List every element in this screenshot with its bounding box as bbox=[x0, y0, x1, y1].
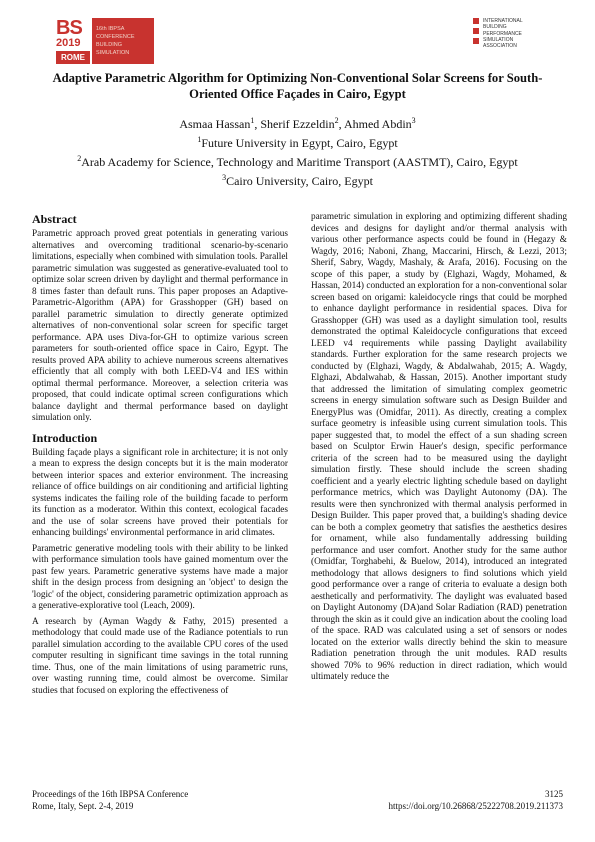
affiliation-sup: 2 bbox=[77, 154, 82, 163]
author-sup: 1 bbox=[250, 116, 255, 125]
doi-link[interactable]: https://doi.org/10.26868/25222708.2019.211373 bbox=[388, 801, 563, 811]
logo-box-line: CONFERENCE bbox=[96, 34, 135, 40]
logo-text-line: PERFORMANCE bbox=[483, 30, 522, 37]
affiliation bbox=[40, 132, 555, 151]
logo-square-icon bbox=[473, 38, 479, 44]
left-column bbox=[32, 212, 288, 701]
abstract-text: Parametric approach proved great potentials in generating various alternatives and overcoming traditional scenario-by-scenario limitations, especially when combined with simulation tools. Parallel parametric simulation was suggested as generative-evaluated tool to optimize solar screen driven by daylight and thermal performance in 8 times faster than default runs. This paper proposes an Adaptive-Parametric-Algorithm (APA) for Grasshopper (GH) based on parallel parametric simulation to directly generate optimized alternatives of non-conventional solar screen for specific target performance. APA uses Diva-for-GH to optimize various screen parameters for south-oriented office space in Cairo, Egypt. The results proved APA ability to achieve numerous screens alternatives efficiently that all comply with both LEED-V4 and IES within optimal thermal performance. Moreover, a selection criteria was proposed, that could indicate optimal screen configurations which balance daylight and thermal performance based on daylight simulation only. bbox=[32, 229, 288, 423]
affiliation-text: Cairo University, Cairo, Egypt bbox=[226, 174, 373, 188]
logo-mark: BS bbox=[56, 17, 82, 39]
logo-box-line: 16th IBPSA bbox=[96, 26, 125, 32]
author-block bbox=[40, 113, 555, 189]
ibpsa-logo bbox=[473, 18, 543, 62]
logo-box-line: BUILDING bbox=[96, 42, 122, 48]
paper-title bbox=[40, 71, 555, 102]
logo-text-line: SIMULATION bbox=[483, 36, 514, 43]
logo-text-line: BUILDING bbox=[483, 24, 507, 31]
logo-box bbox=[92, 18, 154, 64]
abstract-heading: Abstract bbox=[32, 212, 77, 226]
affiliation bbox=[40, 151, 555, 170]
footer-line: Rome, Italy, Sept. 2-4, 2019 bbox=[32, 801, 134, 811]
logo-text-line: ASSOCIATION bbox=[483, 43, 517, 50]
author-sup: 2 bbox=[334, 116, 339, 125]
affiliation-sup: 3 bbox=[222, 173, 227, 182]
logo-square-icon bbox=[473, 28, 479, 34]
footer-proceedings bbox=[32, 788, 188, 812]
affiliation bbox=[40, 170, 555, 189]
author-list: Asmaa Hassan$^1$, Sherif Ezzeldin$^2$, Ahmed Abdin$^3$ bbox=[179, 116, 416, 131]
affiliation-text: Arab Academy for Science, Technology and Maritime Transport (AASTMT), Cairo, Egypt bbox=[81, 155, 518, 169]
title-line: Adaptive Parametric Algorithm for Optimizing Non-Conventional Solar Screens for South- bbox=[52, 71, 543, 85]
body-paragraph: parametric simulation in exploring and optimizing different shading devices and designs for daylight and/or thermal analysis with various other performance aspects could be found in (Hegazy & Wagdy, 2016; Naboni, Zhang, Maccarini, Hirsch, & Lezzi, 2013; Sherif, Sabry, Wagdy, Mashaly, & Arafa, 2016). Focusing on the scope of this paper, a study by (Elghazi, Wagdy, Mohamed, & Hassan, 2014) conducted an exploration for a non-conventional solar screen based on origami: kaleidocycle rings that could be morphed to enhance daylight performance in residential spaces. Diva for Grasshopper (GH) was used as a daylight simulation tool, results demonstrated the optimal Kaleidocycle configurations that exceed LEED v4 requirements while passing Daylight availability standards. Further exploration for the same research projects we conducted by (Elghazi, Wagdy, & Abdalwahab, 2015; A. Wagdy, Elghazi, Abdalwahab, & Hassan, 2015). Another important study that addressed the limitation of simulating complex geometric screens in energy simulation software such as Design Builder and EnergyPlus was (Omidfar, 2011). As directly, creating a complex surface geometry is infeasible using current simulation tools. This paper suggested that, to model the effect of a sun shading screen based on Sculptor Erwin Hauer's design, specific performance criteria of the screen had to be measured using the daylight simulation firstly. These should include the screen shading coefficient and a yearly electric lighting schedule based on daylight performance metrics, which was Daylight Autonomy (DA). The results were then synchronized with thermal analysis performed in Design Builder. This paper proved that, a building's shading device can be both a complex geometry that satisfies the aesthetics desires for ornament, while also fundamentally addressing building performance and user comfort. Another study for the same author (Omidfar, Torghabehi, & Buelow, 2014), introduced an integrated methodology that allows designers to find solutions which yield good performance over a range of criteria to evaluate a design both aesthetically and performativity. The daylight was evaluated based on Daylight Autonomy (DA)and Solar Radiation (RAD) penetration through the skin as it could give an indication about the cooling load of the space. RAD was calculated using a set of sensors or nodes located on the exterior walls directly behind the skin to measure Radiation penetration through the unit modules. RAD results showed 70% to 96% reduction in direct radiation, which would ultimately reduce the bbox=[311, 212, 567, 682]
logo-city: ROME bbox=[56, 51, 90, 64]
footer-line: Proceedings of the 16th IBPSA Conference bbox=[32, 789, 189, 799]
introduction-heading: Introduction bbox=[32, 430, 98, 445]
logo-text-line: INTERNATIONAL bbox=[483, 18, 523, 24]
body-paragraph: A research by (Ayman Wagdy & Fathy, 2015) presented a methodology that could made use of the Radiance potentials to run parallel simulation according to the available CPU cores of the used computer resulting in significant time savings in the total running time. Thus, one of the main limitations of using parametric runs, over wasting running time, could almost be overcome. Similar studies that focused on exploring the effectiveness of bbox=[32, 616, 288, 696]
footer-right bbox=[388, 788, 563, 812]
affiliation-sup: 1 bbox=[197, 135, 202, 144]
page-number: 3125 bbox=[545, 789, 563, 799]
author-name: Asmaa Hassan bbox=[179, 117, 251, 131]
logo-text bbox=[483, 18, 523, 49]
body-paragraph: Parametric generative modeling tools with their ability to be linked with performance simulation tools have gained momentum over the past few years. Parametric generative systems have made a major shift in the design process from designing an 'object' to design the 'logic' of the object, considering parametric optimization approach as a generative-explorative tool (Leach, 2009). bbox=[32, 543, 288, 611]
title-line: Oriented Office Façades in Cairo, Egypt bbox=[189, 86, 406, 101]
body-paragraph: Building façade plays a significant role in architecture; it is not only a mean to express the design concepts but it is the main moderator between interior spaces and exterior environment. The increasing reliance of office buildings on air conditioning and artificial lighting systems indicates the failing role of the building facade to perform its function as a moderator. Within this context, ecological facades and the use of solar screens have proved their potentials for enhancing buildings' environmental performance in arid climates. bbox=[32, 447, 288, 538]
logo-box-line: SIMULATION bbox=[96, 50, 130, 56]
affiliation-text: Future University in Egypt, Cairo, Egypt bbox=[201, 136, 398, 150]
logo-square-icon bbox=[473, 18, 479, 24]
author-name: Sherif Ezzeldin bbox=[260, 117, 335, 131]
author-name: Ahmed Abdin bbox=[343, 117, 412, 131]
conference-logo bbox=[56, 18, 154, 68]
author-sup: 3 bbox=[411, 116, 416, 125]
right-column bbox=[311, 212, 567, 688]
logo-year: 2019 bbox=[56, 37, 81, 49]
